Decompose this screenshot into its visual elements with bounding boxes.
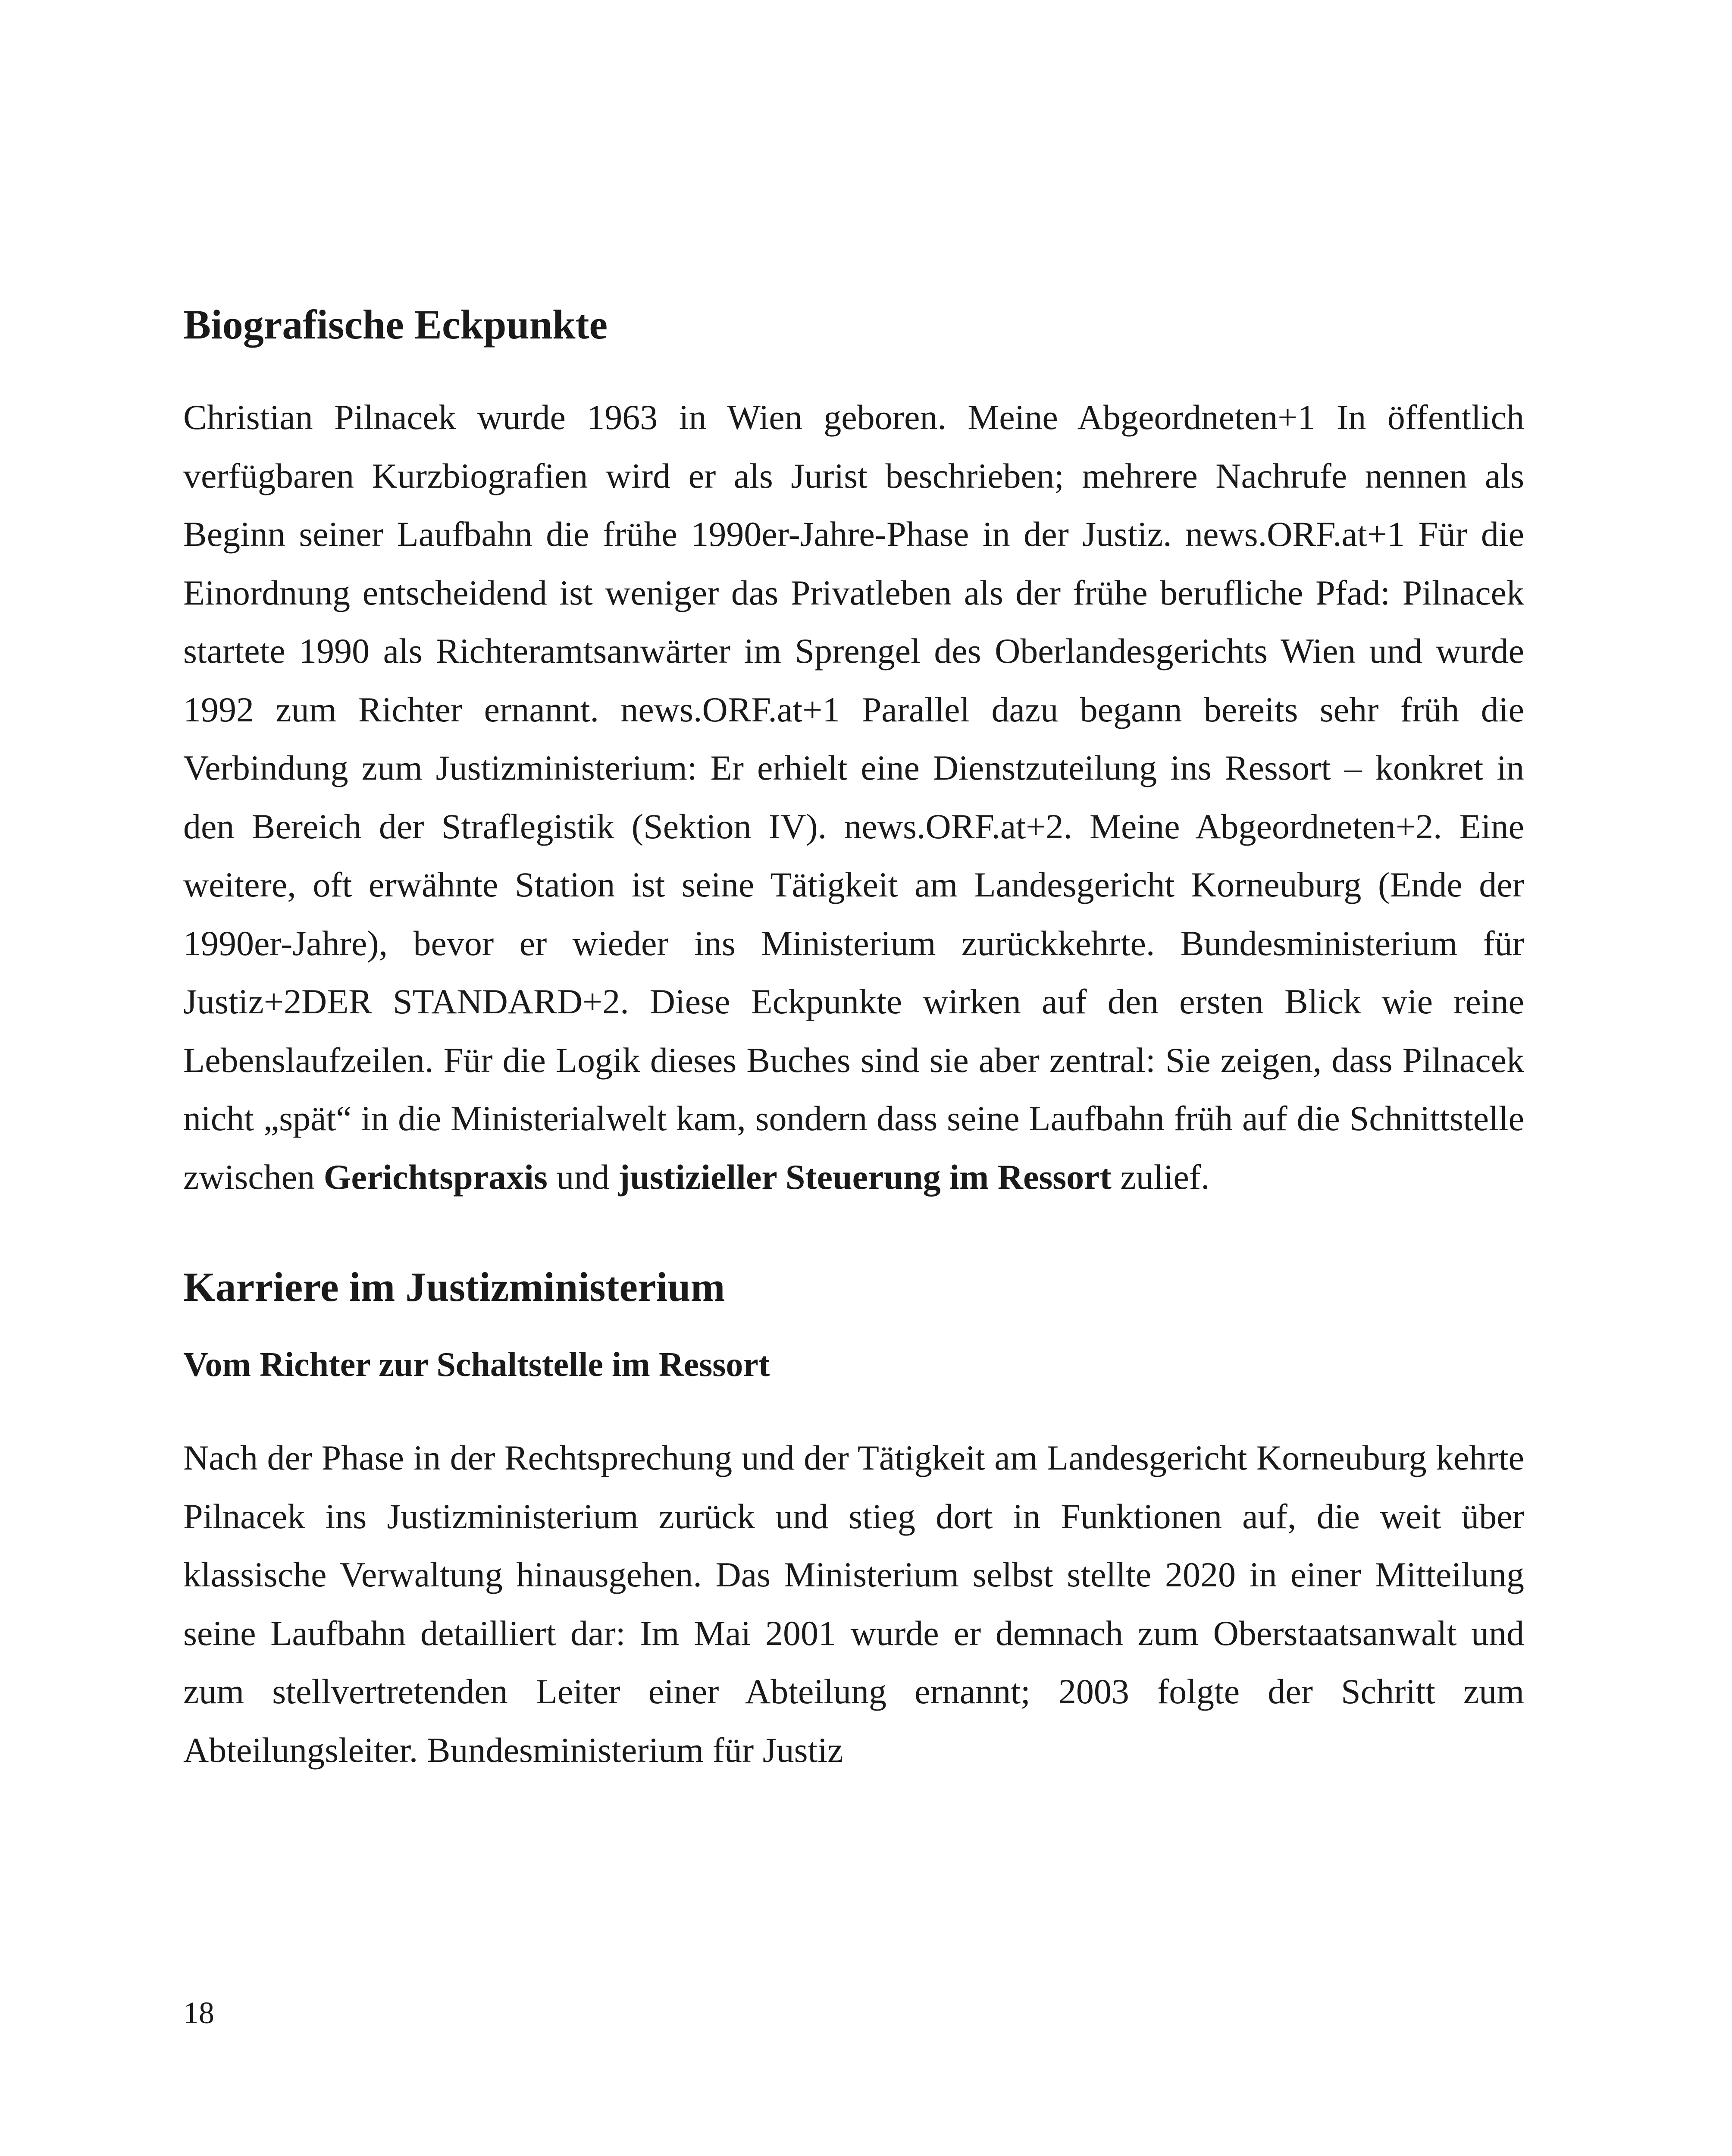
paragraph-karriere: Nach der Phase in der Rechtsprechung und der Tätigkeit am Landesgericht Korneuburg kehrte Pilnacek ins Justizministerium zurück und stieg dort in Funktionen auf, die weit über klassische Verwaltung hinausgehen. Das Ministerium selbst stellte 2020 in einer Mitteilung seine Laufbahn detailliert dar: Im Mai 2001 wurde er demnach zum Oberstaatsanwalt und zum stellvertretenden Leiter einer Abteilung ernannt; 2003 folgte der Schritt zum Abteilungsleiter. Bundesministerium für Justiz [183, 1438, 1524, 1770]
page-number: 18 [183, 1996, 214, 2030]
section-heading-karriere: Karriere im Justizministerium [183, 1264, 725, 1310]
subheading-vom-richter: Vom Richter zur Schaltstelle im Ressort [183, 1346, 770, 1384]
paragraph-text: zulief. [1111, 1157, 1210, 1197]
paragraph-text: und [547, 1157, 618, 1197]
paragraph-biografie [183, 388, 1524, 1206]
page-content [183, 300, 1524, 1779]
bold-text-gerichtspraxis: Gerichtspraxis [323, 1157, 548, 1197]
section-heading-biografische-eckpunkte: Biografische Eckpunkte [183, 301, 608, 348]
paragraph-text: Christian Pilnacek wurde 1963 in Wien geboren. Meine Abgeordneten+1 In öffentlich verfügbaren Kurzbiografien wird er als Jurist beschrieben; mehrere Nachrufe nennen als Beginn seiner Laufbahn die frühe 1990er-Jahre-Phase in der Justiz. news.ORF.at+1 Für die Einordnung entscheidend ist weniger das Privatleben als der frühe berufliche Pfad: Pilnacek startete 1990 als Richteramtsanwärter im Sprengel des Oberlandesgerichts Wien und wurde 1992 zum Richter ernannt. news.ORF.at+1 Parallel dazu begann bereits sehr früh die Verbindung zum Justizministerium: Er erhielt eine Dienstzuteilung ins Ressort – konkret in den Bereich der Straflegistik (Sektion IV). news.ORF.at+2. Meine Abgeordneten+2. Eine weitere, oft erwähnte Station ist seine Tätigkeit am Landesgericht Korneuburg (Ende der 1990er-Jahre), bevor er wieder ins Ministerium zurückkehrte. Bundesministerium für Justiz+2DER STANDARD+2. Diese Eckpunkte wirken auf den ersten Blick wie reine Lebenslaufzeilen. Für die Logik dieses Buches sind sie aber zentral: Sie zeigen, dass Pilnacek nicht „spät“ in die Ministerialwelt kam, sondern dass seine Laufbahn früh auf die Schnittstelle zwischen [183, 398, 1524, 1197]
bold-text-justizielle-steuerung: justizieller Steuerung im Ressort [618, 1157, 1112, 1197]
